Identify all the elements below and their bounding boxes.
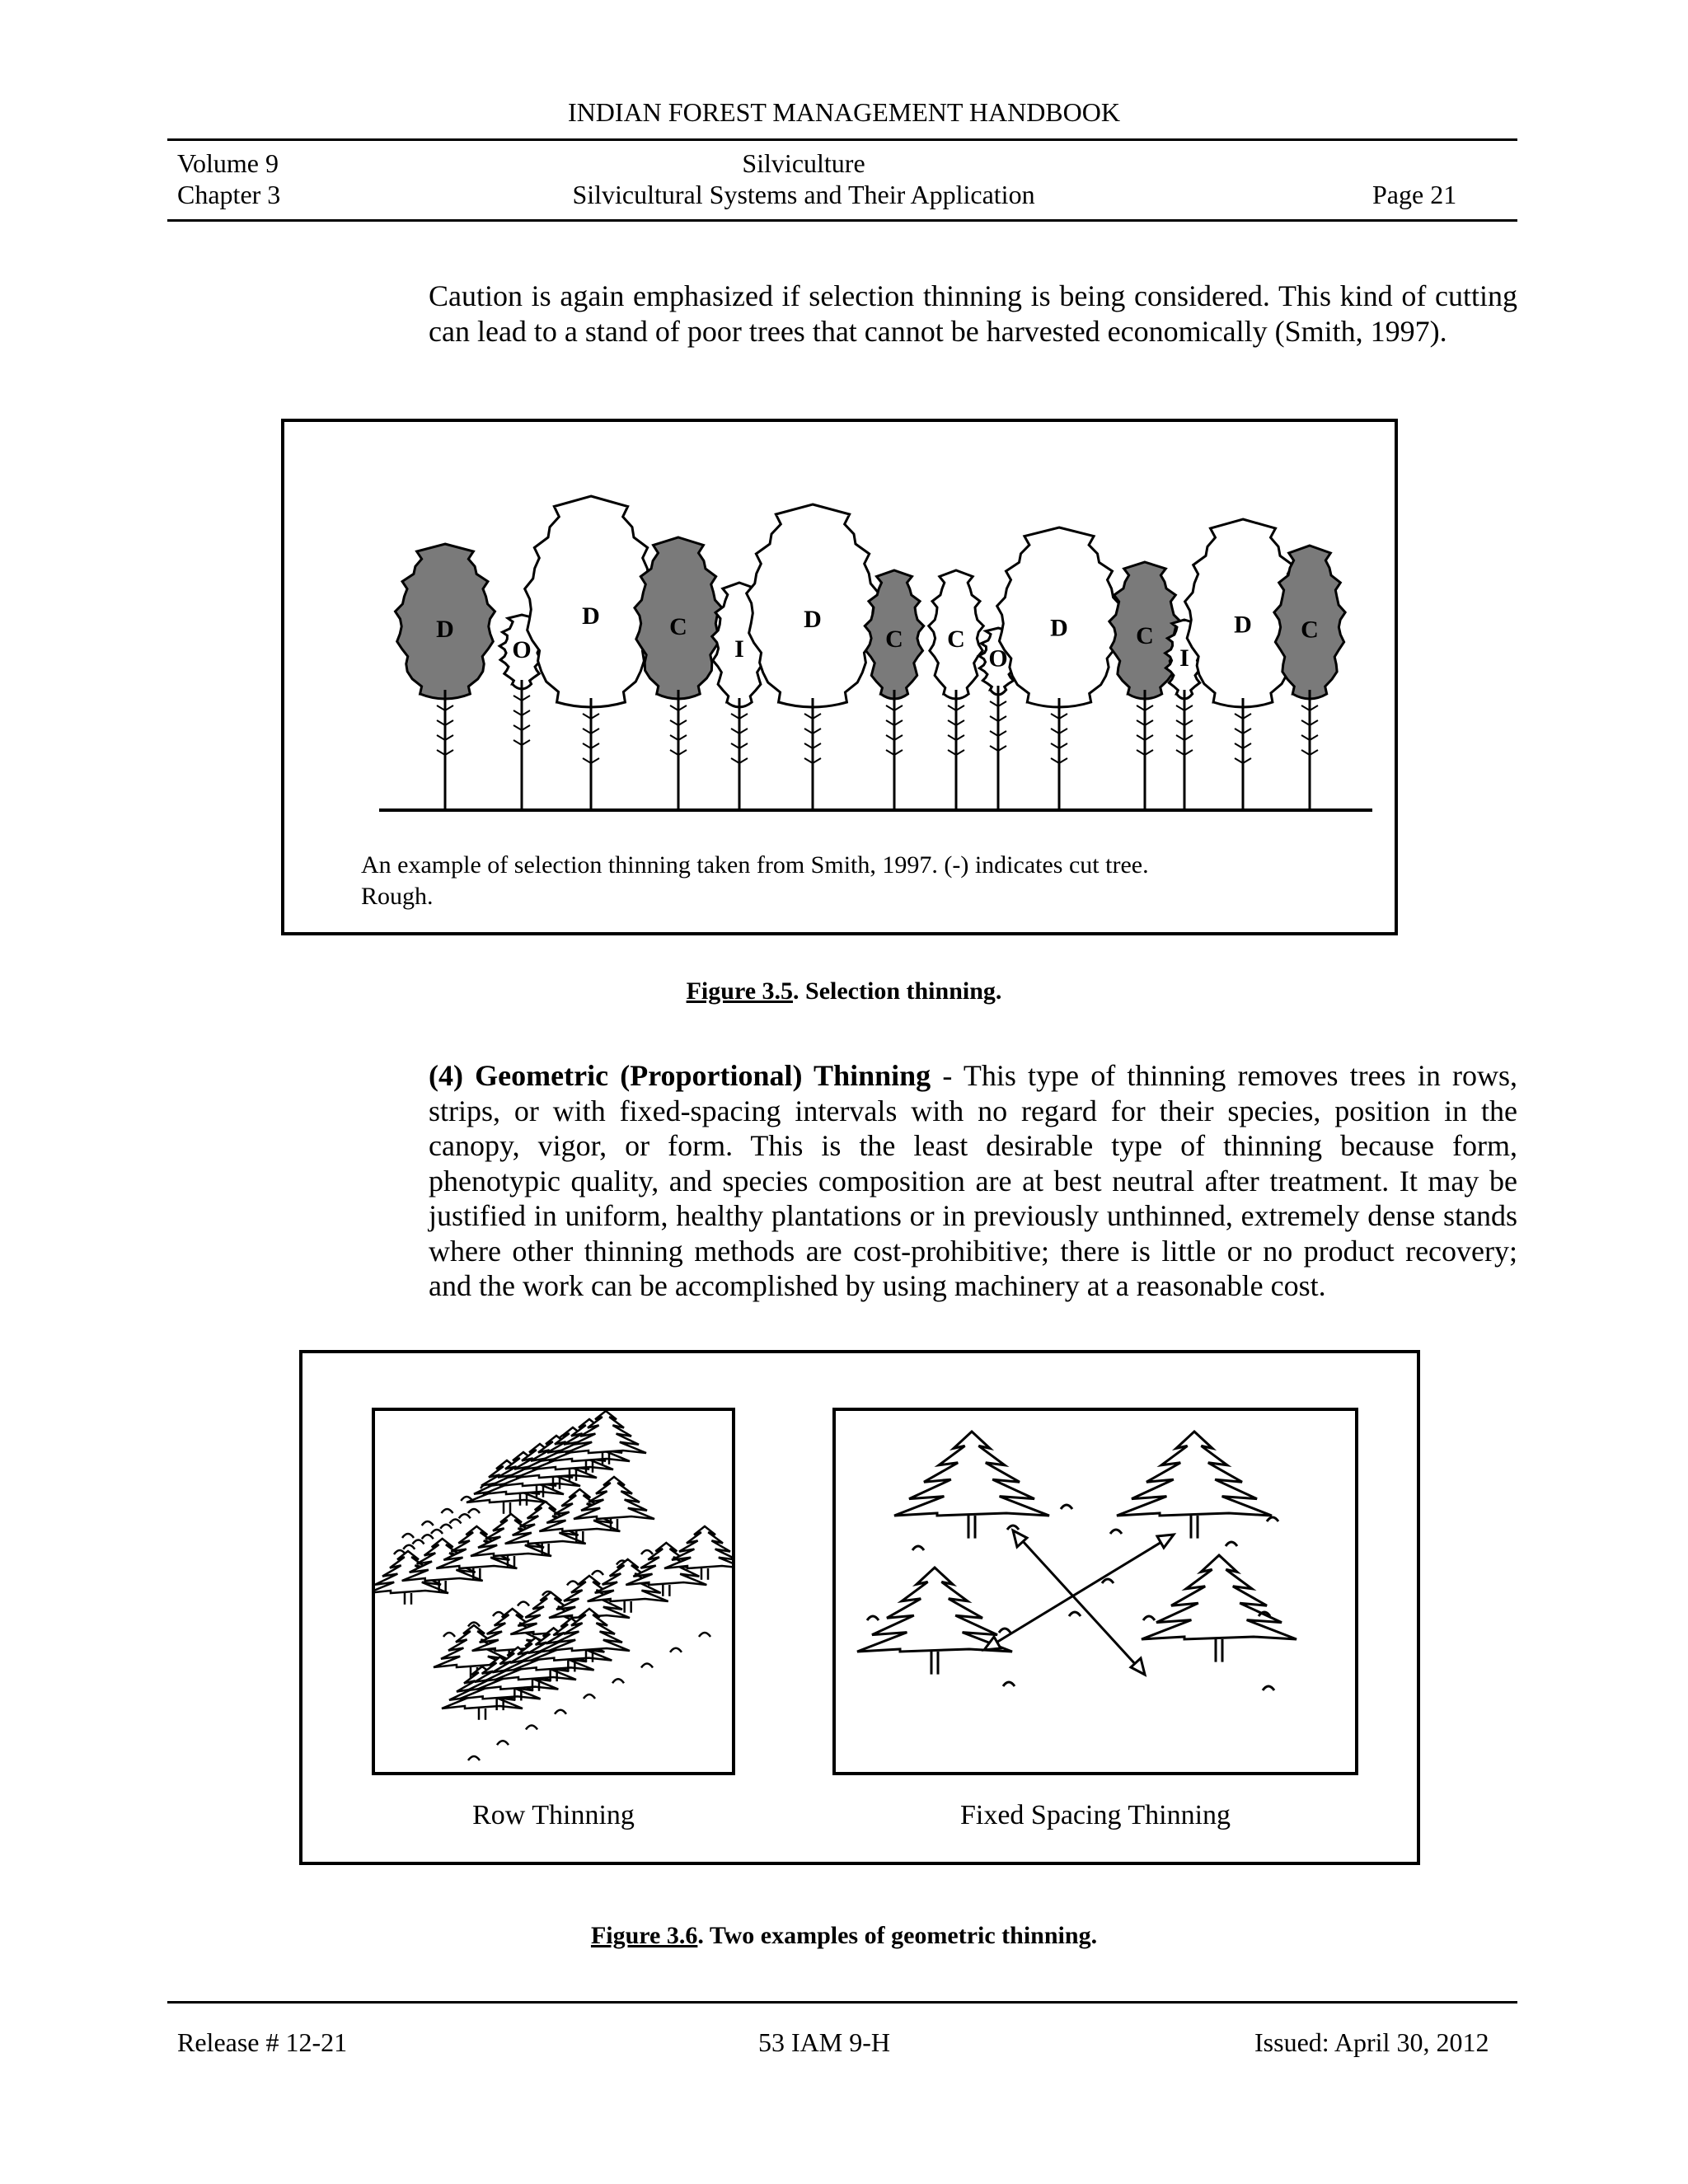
- figure-3-5-title: . Selection thinning.: [793, 977, 1002, 1005]
- tree-class-label: O: [988, 644, 1008, 673]
- tree: [929, 570, 984, 810]
- stump: [526, 1726, 537, 1730]
- stump: [450, 1520, 462, 1524]
- stump: [670, 1648, 682, 1652]
- figure-3-6-title: . Two examples of geometric thinning.: [697, 1922, 1098, 1949]
- stump: [431, 1530, 443, 1534]
- stump: [1267, 1517, 1278, 1521]
- tree-class-label: D: [1234, 611, 1252, 639]
- issue-date: Issued: April 30, 2012: [1254, 2027, 1489, 2057]
- geometric-thinning-paragraph: [429, 1058, 1517, 1304]
- stump: [422, 1521, 434, 1526]
- pine-tree: [894, 1432, 1049, 1539]
- stump: [413, 1540, 424, 1544]
- figure-3-5-inner-caption-line2: Rough.: [361, 883, 434, 910]
- page-number: Page 21: [1372, 180, 1457, 209]
- stump: [1110, 1530, 1122, 1534]
- figure-3-6-caption: [0, 1922, 1688, 1950]
- tree-class-label: I: [1179, 644, 1189, 672]
- chapter-title: Silvicultural Systems and Their Application: [572, 180, 1035, 209]
- figure-3-6-box: [299, 1350, 1420, 1865]
- stump: [641, 1664, 653, 1668]
- stump: [422, 1535, 434, 1539]
- stump: [518, 1602, 529, 1606]
- geometric-thinning-heading: (4) Geometric (Proportional) Thinning: [429, 1059, 931, 1092]
- tree-row: [395, 496, 1345, 810]
- selection-thinning-illustration: [284, 422, 1395, 834]
- stump: [1143, 1616, 1155, 1620]
- fixed-spacing-panel: [832, 1408, 1358, 1775]
- stump: [612, 1679, 624, 1683]
- stump: [1102, 1579, 1114, 1583]
- stump: [468, 1509, 480, 1513]
- stump: [699, 1633, 710, 1637]
- fixed-spacing-label: Fixed Spacing Thinning: [959, 1800, 1231, 1830]
- tree-class-label: C: [1301, 616, 1319, 644]
- row-thinning-panel: [372, 1408, 735, 1775]
- tree: [525, 496, 658, 810]
- row-thinning-illustration: [375, 1411, 732, 1772]
- subject-label: Silviculture: [742, 148, 865, 178]
- geometric-thinning-text: - This type of thinning removes trees in rows, strips, or with fixed-spacing intervals with no regard for their species, position in the canopy, vigor, or form. This is the least desirable type of thinning because form, phenotypic quality, and species composition are at best neutral after treatment. It may be justified in uniform, healthy plantations or in previously unthinned, extremely dense stands where other thinning methods are cost-prohibitive; there is little or no product recovery; and the work can be accomplished by using machinery at a reasonable cost.: [429, 1059, 1517, 1302]
- pine-tree: [1117, 1432, 1272, 1539]
- figure-3-5-box: [281, 419, 1398, 935]
- pine-tree: [1142, 1555, 1296, 1662]
- release-number: Release # 12-21: [177, 2027, 348, 2057]
- stump: [584, 1694, 595, 1699]
- tree-class-label: D: [436, 615, 454, 643]
- stump: [592, 1571, 603, 1575]
- document-code: 53 IAM 9-H: [758, 2027, 890, 2057]
- tree: [997, 527, 1122, 810]
- stump: [912, 1546, 924, 1550]
- stump: [459, 1514, 471, 1518]
- tree-class-label: D: [1050, 614, 1068, 642]
- tree: [865, 570, 923, 810]
- arrow-line: [984, 1535, 1174, 1650]
- stump: [403, 1545, 415, 1549]
- caution-paragraph: Caution is again emphasized if selection thinning is being considered. This kind of cutting can lead to a stand of poor trees that cannot be harvested economically (Smith, 1997).: [429, 279, 1517, 348]
- stump: [1007, 1526, 1019, 1530]
- stump: [555, 1710, 566, 1714]
- stump: [1263, 1686, 1274, 1690]
- stump: [440, 1525, 452, 1529]
- stump: [1003, 1682, 1015, 1686]
- tree-class-label: C: [885, 626, 903, 653]
- row-thinning-label: Row Thinning: [472, 1800, 635, 1830]
- tree-class-label: C: [947, 626, 965, 653]
- stump: [402, 1534, 414, 1538]
- stump: [1069, 1612, 1081, 1616]
- stump: [497, 1741, 509, 1745]
- stump: [442, 1509, 453, 1513]
- volume-label: Volume 9: [177, 148, 279, 178]
- tree: [747, 504, 879, 810]
- header-rule-bottom: [167, 219, 1517, 222]
- tree: [395, 544, 495, 810]
- figure-3-5-caption: [0, 977, 1688, 1005]
- tree: [1109, 562, 1180, 810]
- figure-3-5-inner-caption-line1: An example of selection thinning taken from Smith, 1997. (-) indicates cut tree.: [361, 851, 1149, 879]
- tree-class-label: O: [512, 636, 532, 664]
- tree-class-label: D: [582, 602, 600, 630]
- header-rule-top: [167, 138, 1517, 141]
- figure-3-6-number: Figure 3.6: [590, 1922, 698, 1949]
- tree-class-label: I: [734, 635, 744, 663]
- tree-class-label: C: [1136, 622, 1154, 650]
- chapter-label: Chapter 3: [177, 180, 281, 209]
- arrow-line: [1013, 1530, 1145, 1675]
- handbook-title: INDIAN FOREST MANAGEMENT HANDBOOK: [568, 97, 1120, 127]
- figure-3-5-number: Figure 3.5: [686, 977, 794, 1005]
- fixed-spacing-illustration: [836, 1411, 1355, 1772]
- stump: [468, 1756, 480, 1760]
- stump: [1226, 1542, 1237, 1546]
- stump: [999, 1629, 1010, 1633]
- tree: [635, 537, 722, 810]
- tree-class-label: C: [669, 612, 687, 640]
- pine-tree: [857, 1568, 1012, 1675]
- stump: [1061, 1505, 1072, 1509]
- stump: [443, 1633, 455, 1637]
- footer-rule: [167, 2001, 1517, 2004]
- stump: [641, 1550, 653, 1554]
- stump: [567, 1582, 579, 1586]
- stump: [867, 1616, 879, 1620]
- tree-class-label: D: [804, 605, 822, 633]
